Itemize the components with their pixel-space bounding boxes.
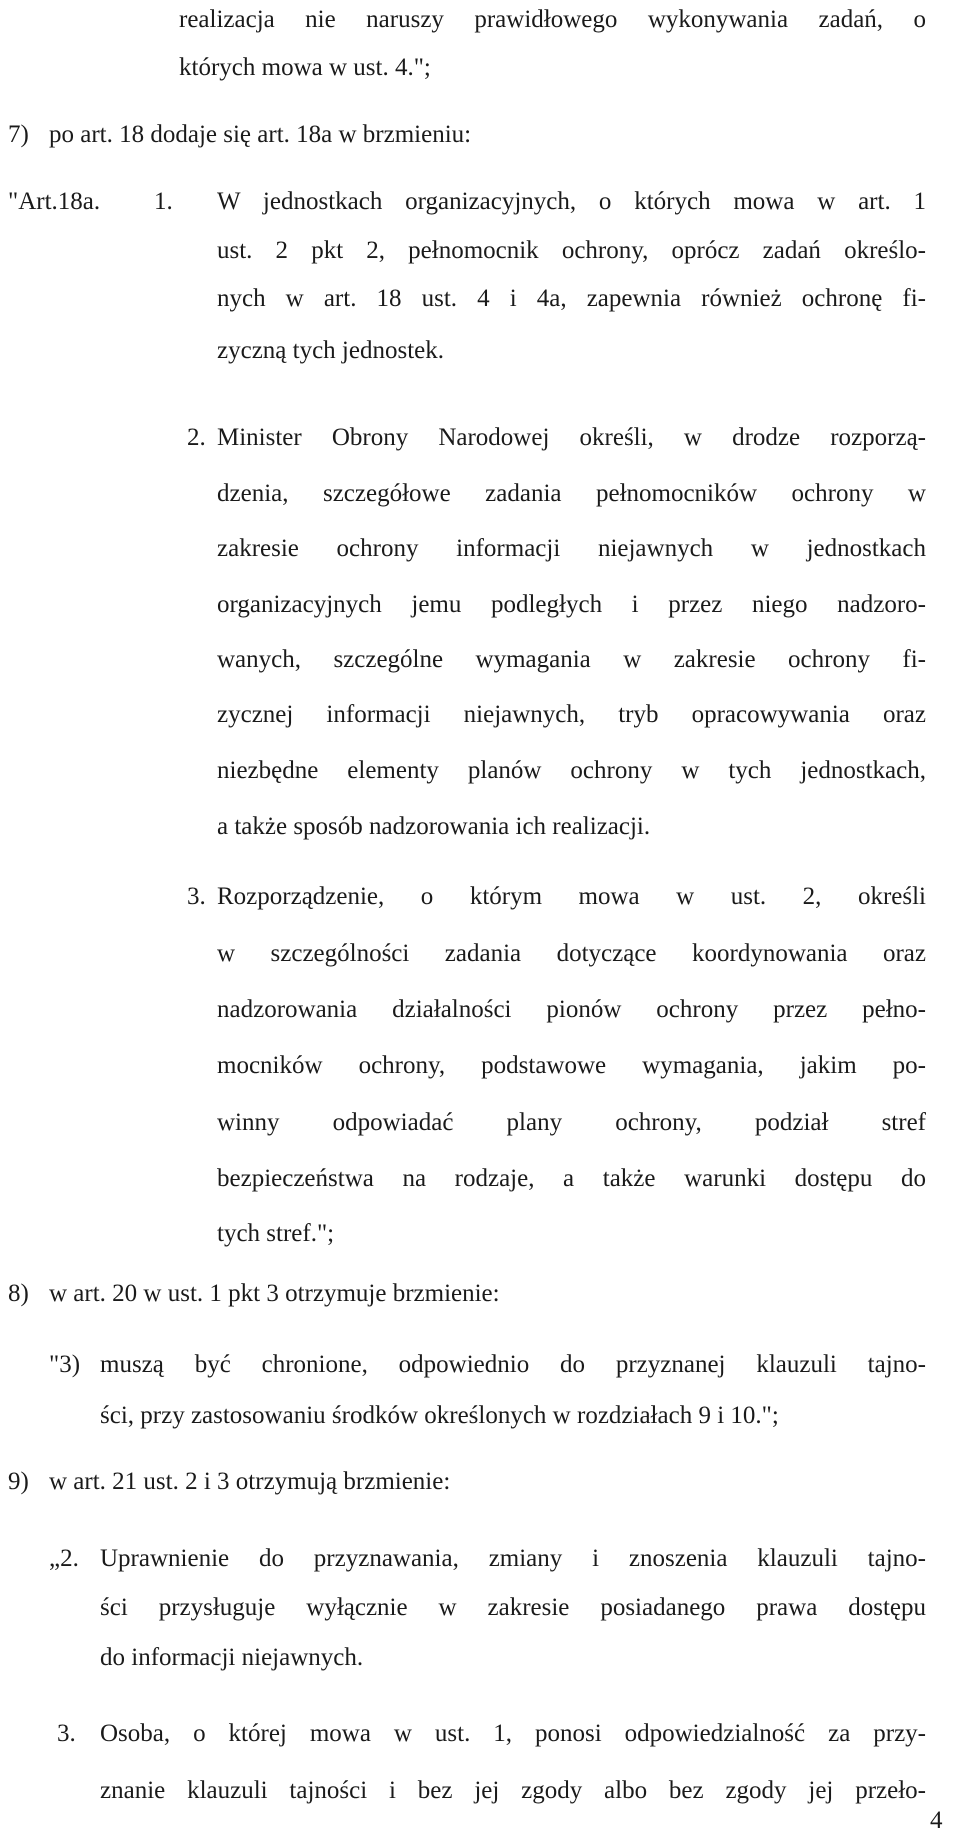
list-number: 8): [8, 1280, 29, 1307]
text-line: zycznej informacji niejawnych, tryb opracowywania oraz: [217, 701, 926, 728]
paragraph-number: 1.: [154, 188, 173, 215]
page-number: 4: [930, 1807, 943, 1834]
list-number: 7): [8, 121, 29, 148]
paragraph-number: 3.: [57, 1720, 76, 1747]
text-line: realizacja nie naruszy prawidłowego wykonywania zadań, o: [179, 6, 926, 33]
text-line: Minister Obrony Narodowej określi, w drodze rozporzą-: [217, 424, 926, 451]
text-line: ści, przy zastosowaniu środków określonych w rozdziałach 9 i 10.";: [100, 1402, 779, 1429]
text-line: bezpieczeństwa na rodzaje, a także warunki dostępu do: [217, 1165, 926, 1192]
text-line: nadzorowania działalności pionów ochrony przez pełno-: [217, 996, 926, 1023]
paragraph-number: 2.: [187, 424, 206, 451]
list-number: 9): [8, 1468, 29, 1495]
text-line: zyczną tych jednostek.: [217, 337, 444, 364]
text-line: W jednostkach organizacyjnych, o których mowa w art. 1: [217, 188, 926, 215]
text-line: zakresie ochrony informacji niejawnych w jednostkach: [217, 535, 926, 562]
text-line: winny odpowiadać plany ochrony, podział stref: [217, 1109, 926, 1136]
text-line: w szczególności zadania dotyczące koordynowania oraz: [217, 940, 926, 967]
text-line: nych w art. 18 ust. 4 i 4a, zapewnia również ochronę fi-: [217, 285, 926, 312]
text-line: dzenia, szczegółowe zadania pełnomocników ochrony w: [217, 480, 926, 507]
paragraph-number: 3.: [187, 883, 206, 910]
text-line: do informacji niejawnych.: [100, 1644, 364, 1671]
text-line: znanie klauzuli tajności i bez jej zgody albo bez zgody jej przeło-: [100, 1777, 926, 1804]
text-line: ust. 2 pkt 2, pełnomocnik ochrony, oprócz zadań określo-: [217, 237, 926, 264]
text-line: których mowa w ust. 4.";: [179, 54, 431, 81]
text-line: w art. 21 ust. 2 i 3 otrzymują brzmienie:: [49, 1468, 451, 1495]
text-line: wanych, szczególne wymagania w zakresie ochrony fi-: [217, 646, 926, 673]
text-line: muszą być chronione, odpowiednio do przyznanej klauzuli tajno-: [100, 1351, 926, 1378]
text-line: Uprawnienie do przyznawania, zmiany i znoszenia klauzuli tajno-: [100, 1545, 926, 1572]
text-line: mocników ochrony, podstawowe wymagania, jakim po-: [217, 1052, 926, 1079]
paragraph-number: „2.: [49, 1545, 79, 1572]
text-line: a także sposób nadzorowania ich realizacji.: [217, 813, 651, 840]
text-line: niezbędne elementy planów ochrony w tych jednostkach,: [217, 757, 926, 784]
text-line: tych stref.";: [217, 1220, 335, 1247]
article-header: "Art.18a.: [8, 188, 101, 215]
subitem-number: "3): [49, 1351, 81, 1378]
text-line: organizacyjnych jemu podległych i przez niego nadzoro-: [217, 591, 926, 618]
text-line: ści przysługuje wyłącznie w zakresie posiadanego prawa dostępu: [100, 1594, 926, 1621]
text-line: Rozporządzenie, o którym mowa w ust. 2, określi: [217, 883, 926, 910]
text-line: po art. 18 dodaje się art. 18a w brzmieniu:: [49, 121, 472, 148]
text-line: Osoba, o której mowa w ust. 1, ponosi odpowiedzialność za przy-: [100, 1720, 926, 1747]
text-line: w art. 20 w ust. 1 pkt 3 otrzymuje brzmienie:: [49, 1280, 500, 1307]
